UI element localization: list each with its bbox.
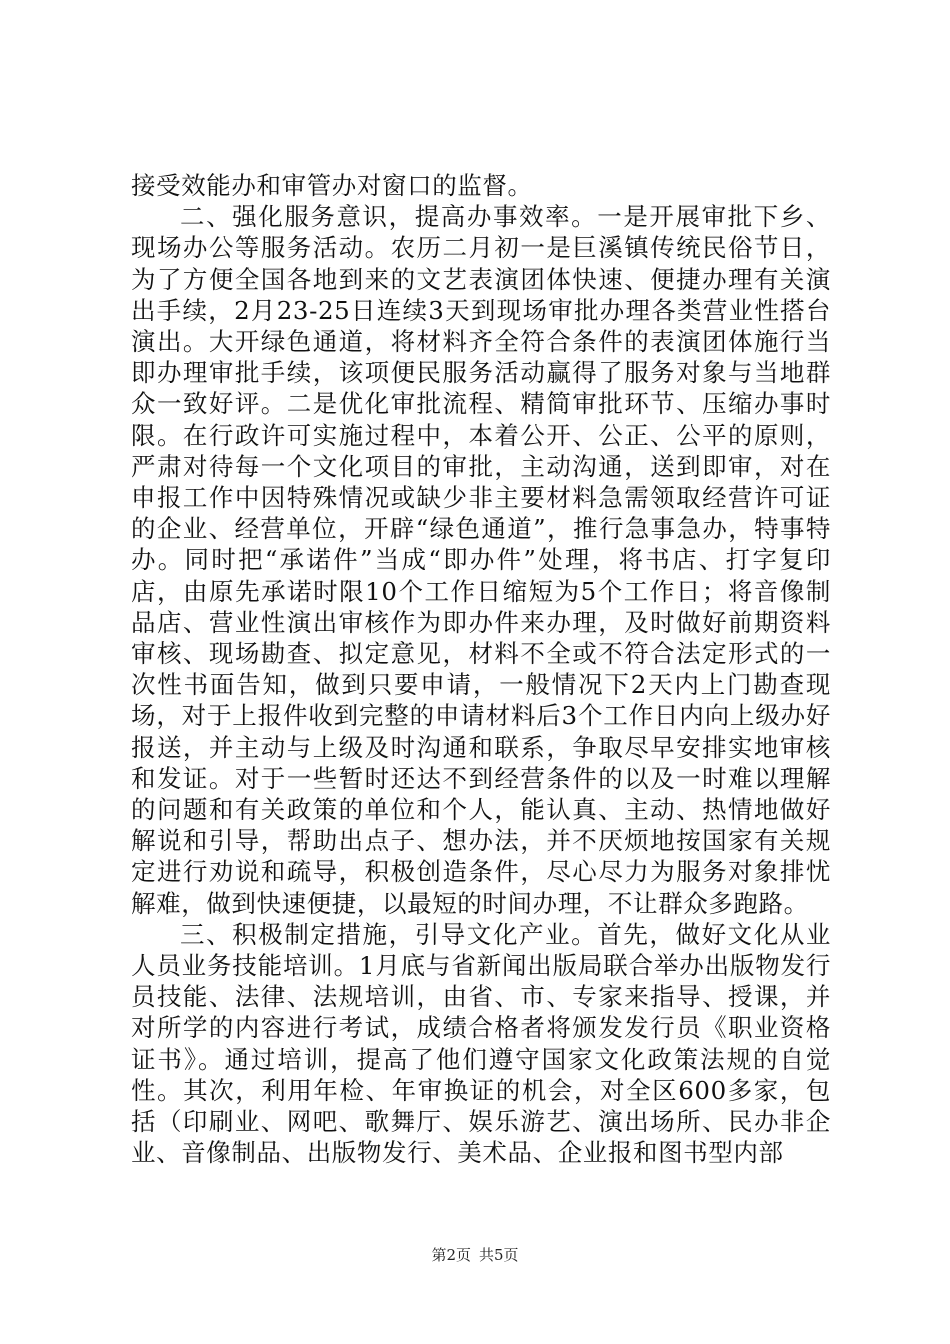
page-footer [0,1245,950,1265]
page-number: 第2页 [431,1246,471,1264]
paragraph-service-efficiency: 二、强化服务意识，提高办事效率。一是开展审批下乡、现场办公等服务活动。农历二月初一是巨溪镇传统民俗节日，为了方便全国各地到来的文艺表演团体快速、便捷办理有关演出手续，2月23-25日连续3天到现场审批办理各类营业性搭台演出。大开绿色通道，将材料齐全符合条件的表演团体施行当即办理审批手续，该项便民服务活动赢得了服务对象与当地群众一致好评。二是优化审批流程、精简审批环节、压缩办事时限。在行政许可实施过程中，本着公开、公正、公平的原则，严肃对待每一个文化项目的审批，主动沟通，送到即审，对在申报工作中因特殊情况或缺少非主要材料急需领取经营许可证的企业、经营单位，开辟“绿色通道”，推行急事急办，特事特办。同时把“承诺件”当成“即办件”处理，将书店、打字复印店，由原先承诺时限10个工作日缩短为5个工作日；将音像制品店、营业性演出审核作为即办件来办理，及时做好前期资料审核、现场勘查、拟定意见，材料不全或不符合法定形式的一次性书面告知，做到只要申请，一般情况下2天内上门勘查现场，对于上报件收到完整的申请材料后3个工作日内向上级办好报送，并主动与上级及时沟通和联系，争取尽早安排实地审核和发证。对于一些暂时还达不到经营条件的以及一时难以理解的问题和有关政策的单位和个人，能认真、主动、热情地做好解说和引导，帮助出点子、想办法，并不厌烦地按国家有关规定进行劝说和疏导，积极创造条件，尽心尽力为服务对象排忧解难，做到快速便捷，以最短的时间办理，不让群众多跑路。 [131,202,831,918]
paragraph-cultural-industry: 三、积极制定措施，引导文化产业。首先，做好文化从业人员业务技能培训。1月底与省新闻出版局联合举办出版物发行员技能、法律、法规培训，由省、市、专家来指导、授课，并对所学的内容进行考试，成绩合格者将颁发发行员《职业资格证书》。通过培训，提高了他们遵守国家文化政策法规的自觉性。其次，利用年检、年审换证的机会，对全区600多家，包括（印刷业、网吧、歌舞厅、娱乐游艺、演出场所、民办非企业、音像制品、出版物发行、美术品、企业报和图书型内部 [131,919,831,1168]
page-total: 共5页 [479,1246,519,1264]
paragraph-continuation: 接受效能办和审管办对窗口的监督。 [131,171,533,200]
body-text [131,170,831,1169]
